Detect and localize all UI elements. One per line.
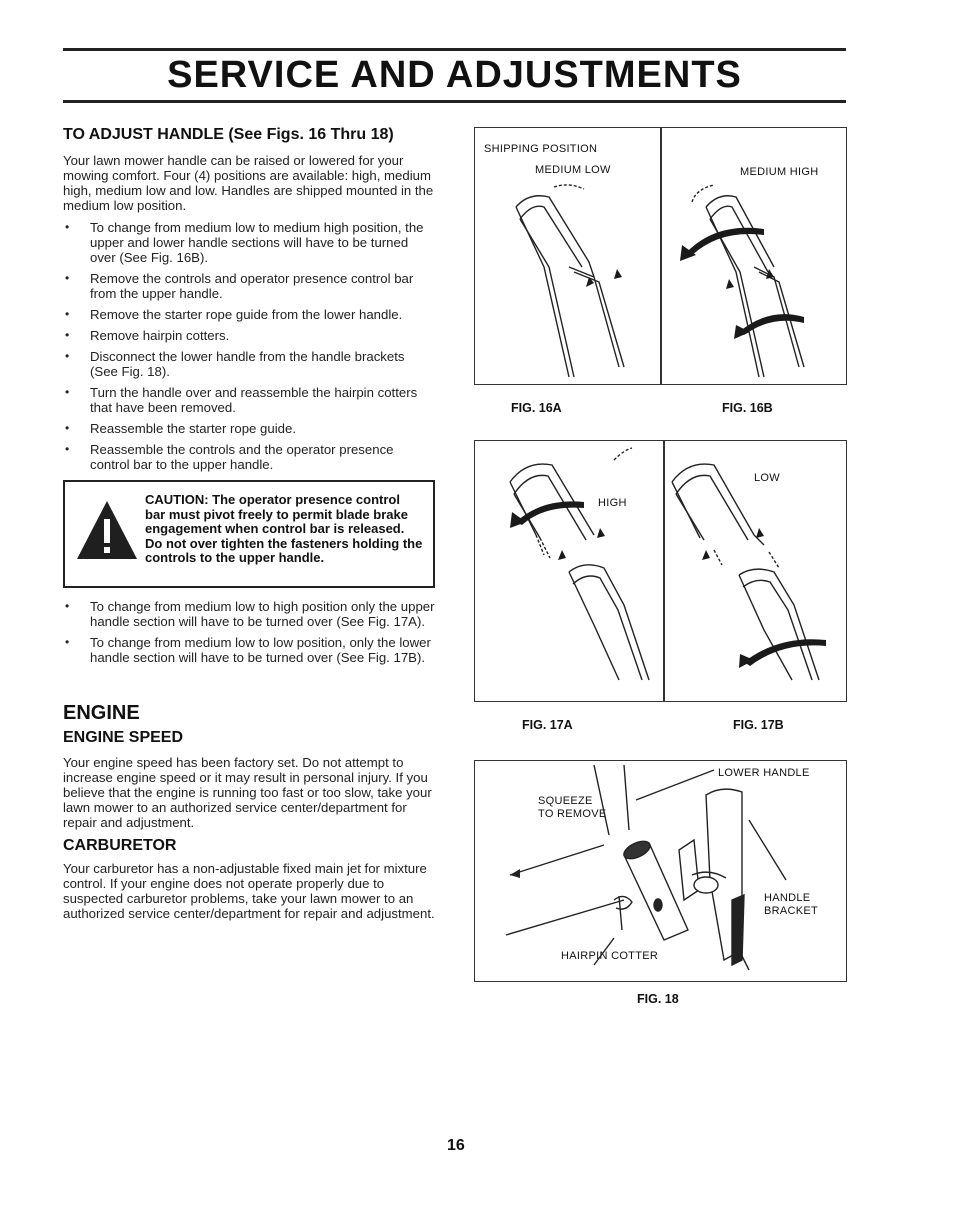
list-item: • Reassemble the starter rope guide. [65,421,296,436]
handle-illustration-17 [474,440,845,700]
fig-16a-caption: FIG. 16A [511,401,562,415]
page-number: 16 [447,1137,465,1154]
bullet-icon: • [65,599,70,613]
bullet-icon: • [65,328,70,342]
carburetor-heading: CARBURETOR [63,837,177,854]
list-item: • Remove the controls and operator presence control bar from the upper handle. [65,271,414,301]
list-item: • To change from medium low to high position only the upper handle section will have to be turned over (See Fig. 17A). [65,599,435,629]
handle-bracket-label-line2: BRACKET [764,905,819,917]
list-item: • Disconnect the lower handle from the handle brackets (See Fig. 18). [65,349,405,379]
header-rule-bottom [63,100,846,103]
caution-box [63,480,435,588]
shipping-position-label: SHIPPING POSITION [484,143,598,155]
fig-16b-caption: FIG. 16B [722,401,773,415]
bullet-icon: • [65,442,70,456]
list-item: • Turn the handle over and reassemble the hairpin cotters that have been removed. [65,385,418,415]
engine-section [63,729,435,921]
fig-17b-caption: FIG. 17B [733,718,784,732]
medium-low-label: MEDIUM LOW [535,164,611,176]
hairpin-cotter-label: HAIRPIN COTTER [561,950,659,962]
squeeze-label-line1: SQUEEZE [538,795,593,807]
fig-17a-caption: FIG. 17A [522,718,573,732]
page-title: SERVICE AND ADJUSTMENTS [167,54,742,96]
bullet-icon: • [65,271,70,285]
bullet-icon: • [65,421,70,435]
fig-18-caption: FIG. 18 [637,992,679,1006]
engine-speed-text: Your engine speed has been factory set. Do not attempt to increase engine speed or it may result in personal injury. If you believe that the engine is running too fast or too slow, take your lawn mower to an authorized service center/department for repair and adjustment. [63,755,432,830]
handle-steps [63,220,435,472]
carburetor-text: Your carburetor has a non-adjustable fixed main jet for mixture control. If your engine does not operate properly due to suspected carburetor problems, take your lawn mower to an authorized service center/department for repair and adjustment. [63,861,435,921]
list-item: • Reassemble the controls and the operator presence control bar to the upper handle. [65,442,394,472]
caution-text: CAUTION: The operator presence control bar must pivot freely to permit blade brake engagement when control bar is released. Do not over tighten the fasteners holding the controls to the upper handle. [145,492,423,565]
warning-triangle-icon [75,499,139,561]
list-item: • To change from medium low to low position, only the lower handle section will have to be turned over (See Fig. 17B). [65,635,431,665]
engine-speed-heading: ENGINE SPEED [63,729,184,746]
bullet-icon: • [65,349,70,363]
bullet-icon: • [65,307,70,321]
list-item: • To change from medium low to medium high position, the upper and lower handle sections will have to be turned over (See Fig. 16B). [65,220,424,265]
squeeze-label-line2: TO REMOVE [538,808,607,820]
lower-handle-label: LOWER HANDLE [718,767,810,779]
bullet-icon: • [65,220,70,234]
handle-bracket-label-line1: HANDLE [764,892,811,904]
list-item: • Remove the starter rope guide from the lower handle. [65,307,403,322]
handle-section [63,126,435,478]
bullet-icon: • [65,385,70,399]
bracket-illustration [474,760,845,980]
high-label: HIGH [598,497,627,509]
engine-heading: ENGINE [63,702,140,724]
bullet-icon: • [65,635,70,649]
handle-illustration-16 [474,127,845,383]
handle-steps-continued [63,599,435,671]
medium-high-label: MEDIUM HIGH [740,166,819,178]
low-label: LOW [754,472,780,484]
header-rule-top [63,48,846,51]
handle-heading: TO ADJUST HANDLE (See Figs. 16 Thru 18) [63,126,394,143]
handle-intro: Your lawn mower handle can be raised or lowered for your mowing comfort. Four (4) positions are available: high, medium high, medium low and low. Handles are shipped mounted in the medium low position. [63,153,434,213]
list-item: • Remove hairpin cotters. [65,328,230,343]
handle-steps-2 [63,599,435,665]
